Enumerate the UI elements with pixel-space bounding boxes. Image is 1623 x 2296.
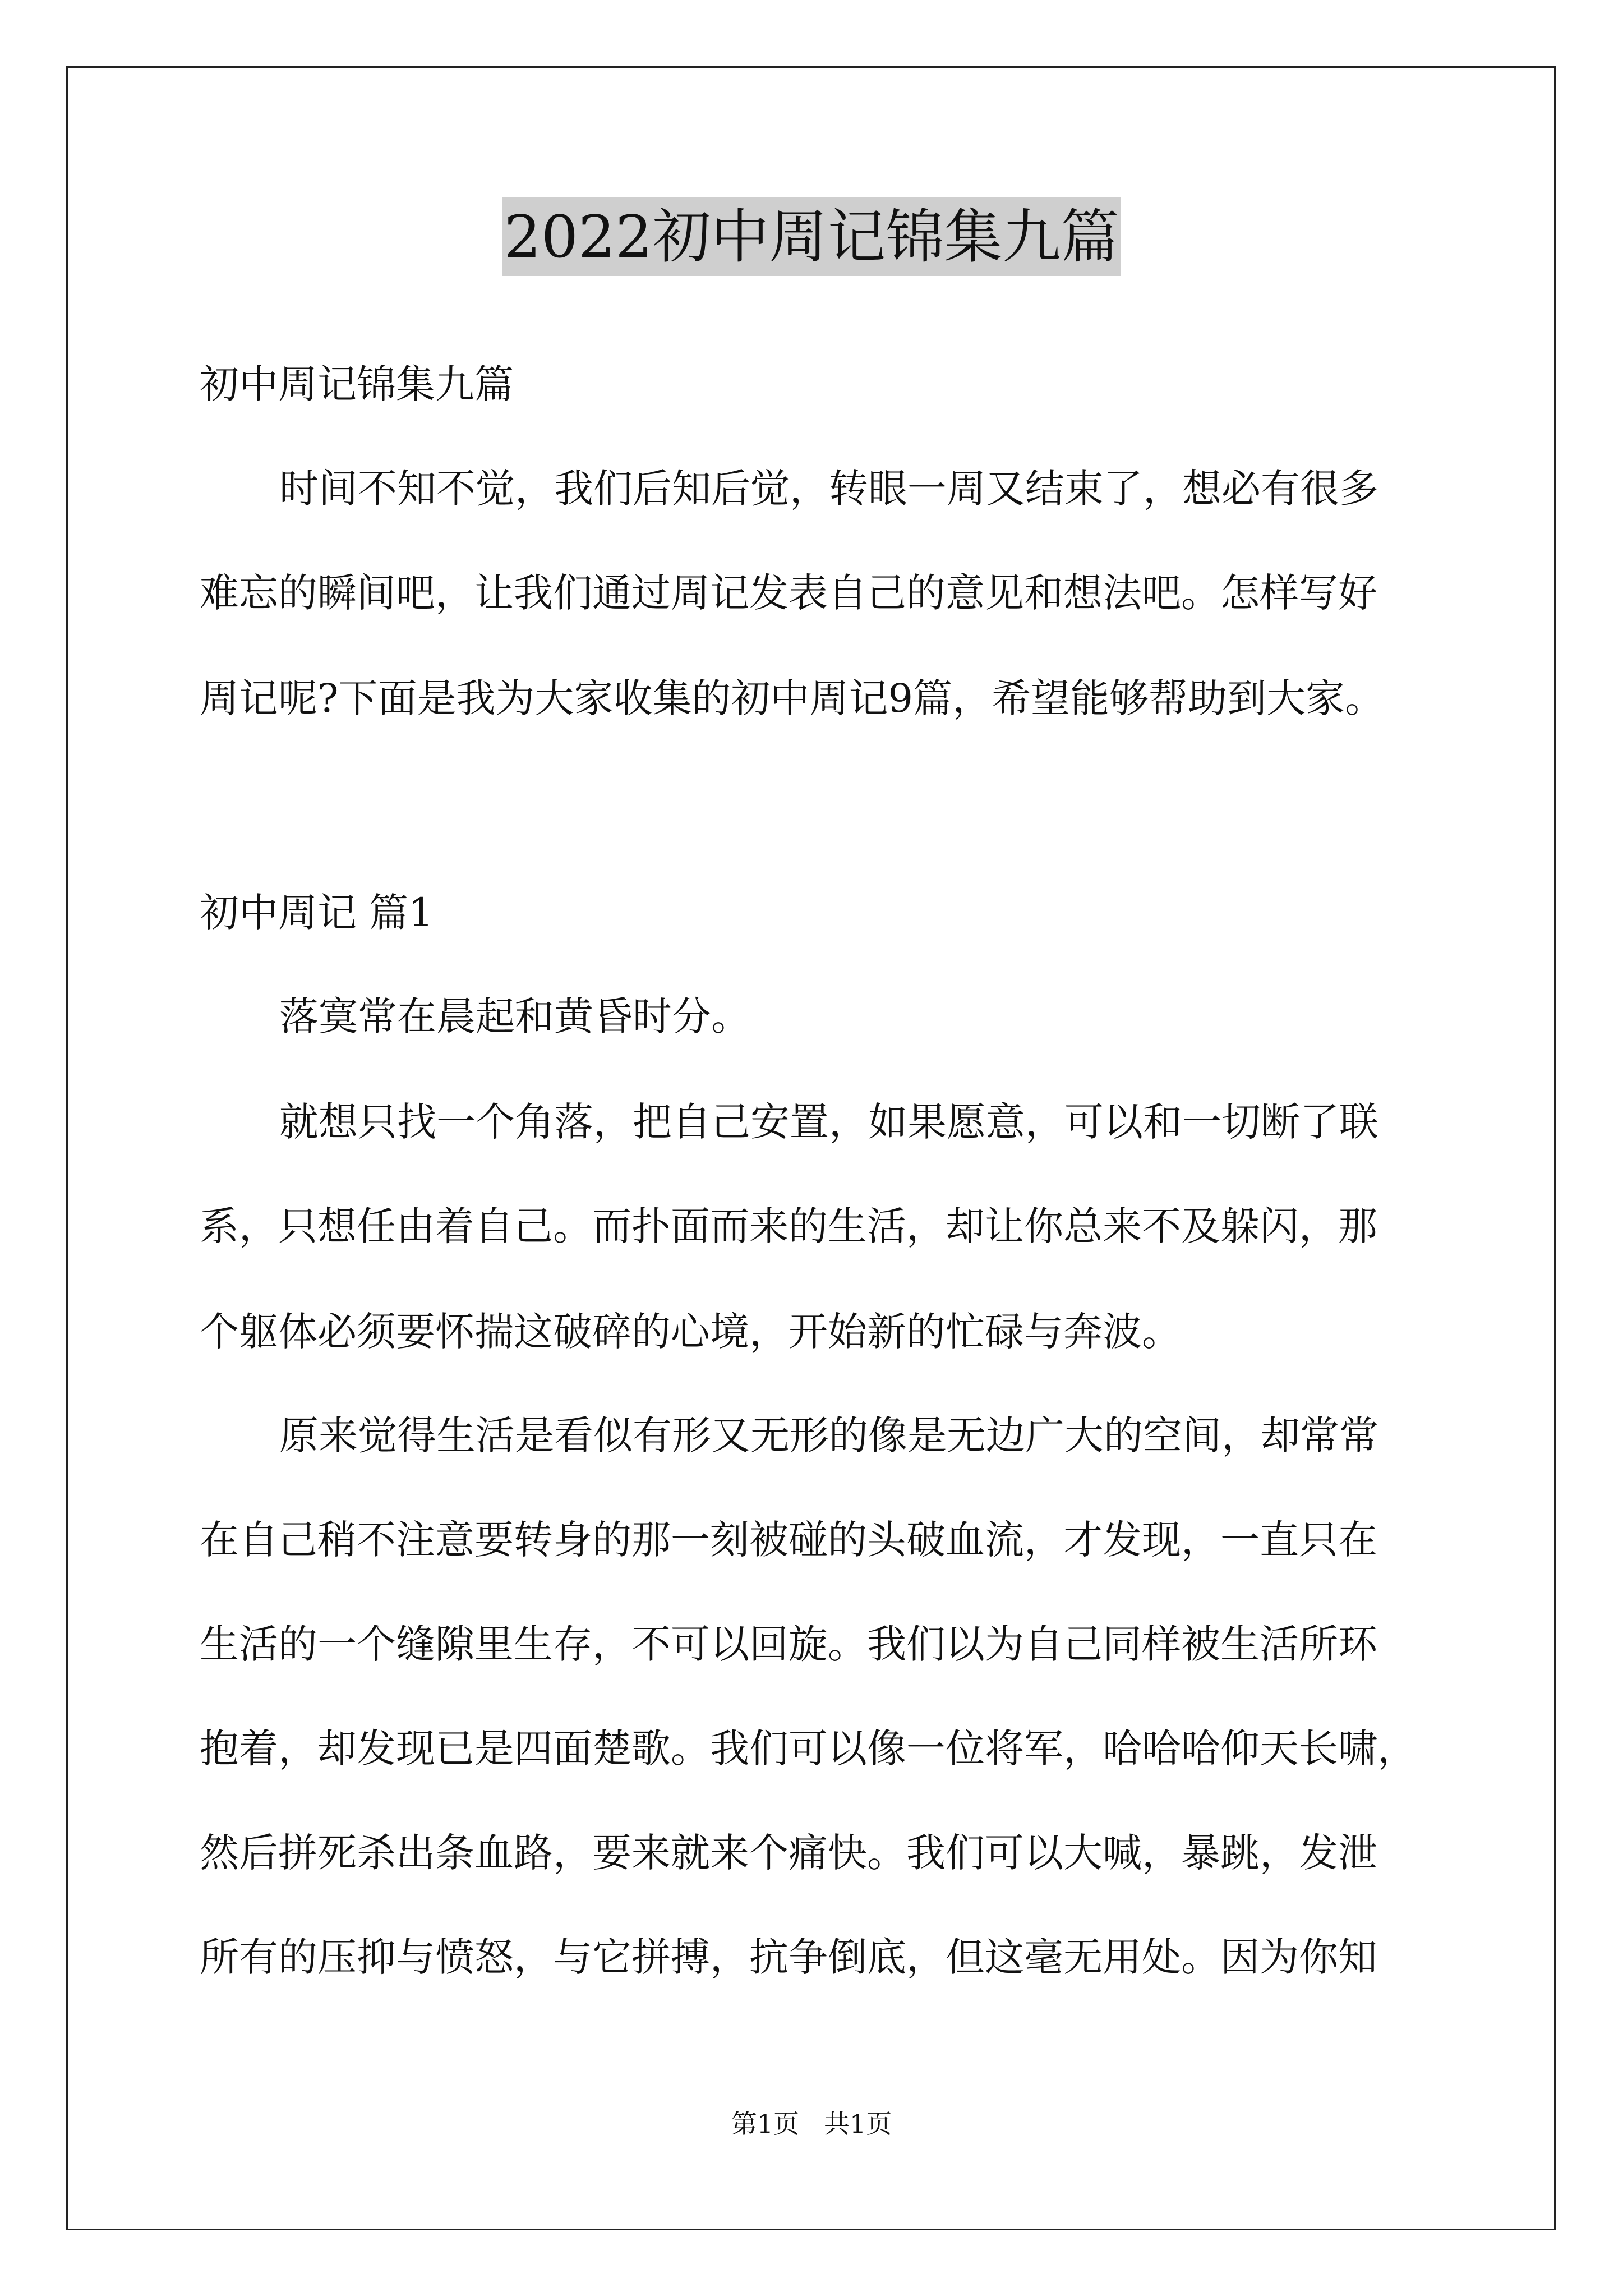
paragraph-line: 抱着，却发现已是四面楚歌。我们可以像一位将军，哈哈哈仰天长啸，	[200, 1726, 1417, 1772]
paragraph-line: 在自己稍不注意要转身的那一刻被碰的头破血流，才发现，一直只在	[200, 1517, 1377, 1563]
paragraph-line: 个躯体必须要怀揣这破碎的心境，开始新的忙碌与奔波。	[200, 1309, 1181, 1355]
subtitle-line: 初中周记锦集九篇	[200, 361, 514, 407]
paragraph-line: 落寞常在晨起和黄昏时分。	[279, 993, 750, 1039]
paragraph-line: 就想只找一个角落，把自己安置，如果愿意，可以和一切断了联	[279, 1099, 1378, 1145]
page-number: 第1页	[731, 2109, 800, 2139]
paragraph-line: 所有的压抑与愤怒，与它拼搏，抗争倒底，但这毫无用处。因为你知	[200, 1934, 1377, 1980]
paragraph-line: 难忘的瞬间吧，让我们通过周记发表自己的意见和想法吧。怎样写好	[200, 570, 1377, 616]
document-title: 2022初中周记锦集九篇	[502, 197, 1122, 276]
paragraph-line: 然后拼死杀出条血路，要来就来个痛快。我们可以大喊，暴跳，发泄	[200, 1830, 1377, 1876]
paragraph-line: 原来觉得生活是看似有形又无形的像是无边广大的空间，却常常	[279, 1412, 1378, 1458]
section-heading: 初中周记 篇1	[200, 890, 434, 936]
paragraph-line: 生活的一个缝隙里生存，不可以回旋。我们以为自己同样被生活所环	[200, 1621, 1377, 1667]
paragraph-line: 周记呢?下面是我为大家收集的初中周记9篇，希望能够帮助到大家。	[200, 675, 1385, 721]
page-total: 共1页	[823, 2109, 892, 2139]
page-footer	[0, 2107, 1623, 2141]
title-container	[0, 197, 1623, 276]
paragraph-line: 时间不知不觉，我们后知后觉，转眼一周又结束了，想必有很多	[279, 466, 1378, 512]
paragraph-line: 系，只想任由着自己。而扑面而来的生活，却让你总来不及躲闪，那	[200, 1203, 1377, 1249]
